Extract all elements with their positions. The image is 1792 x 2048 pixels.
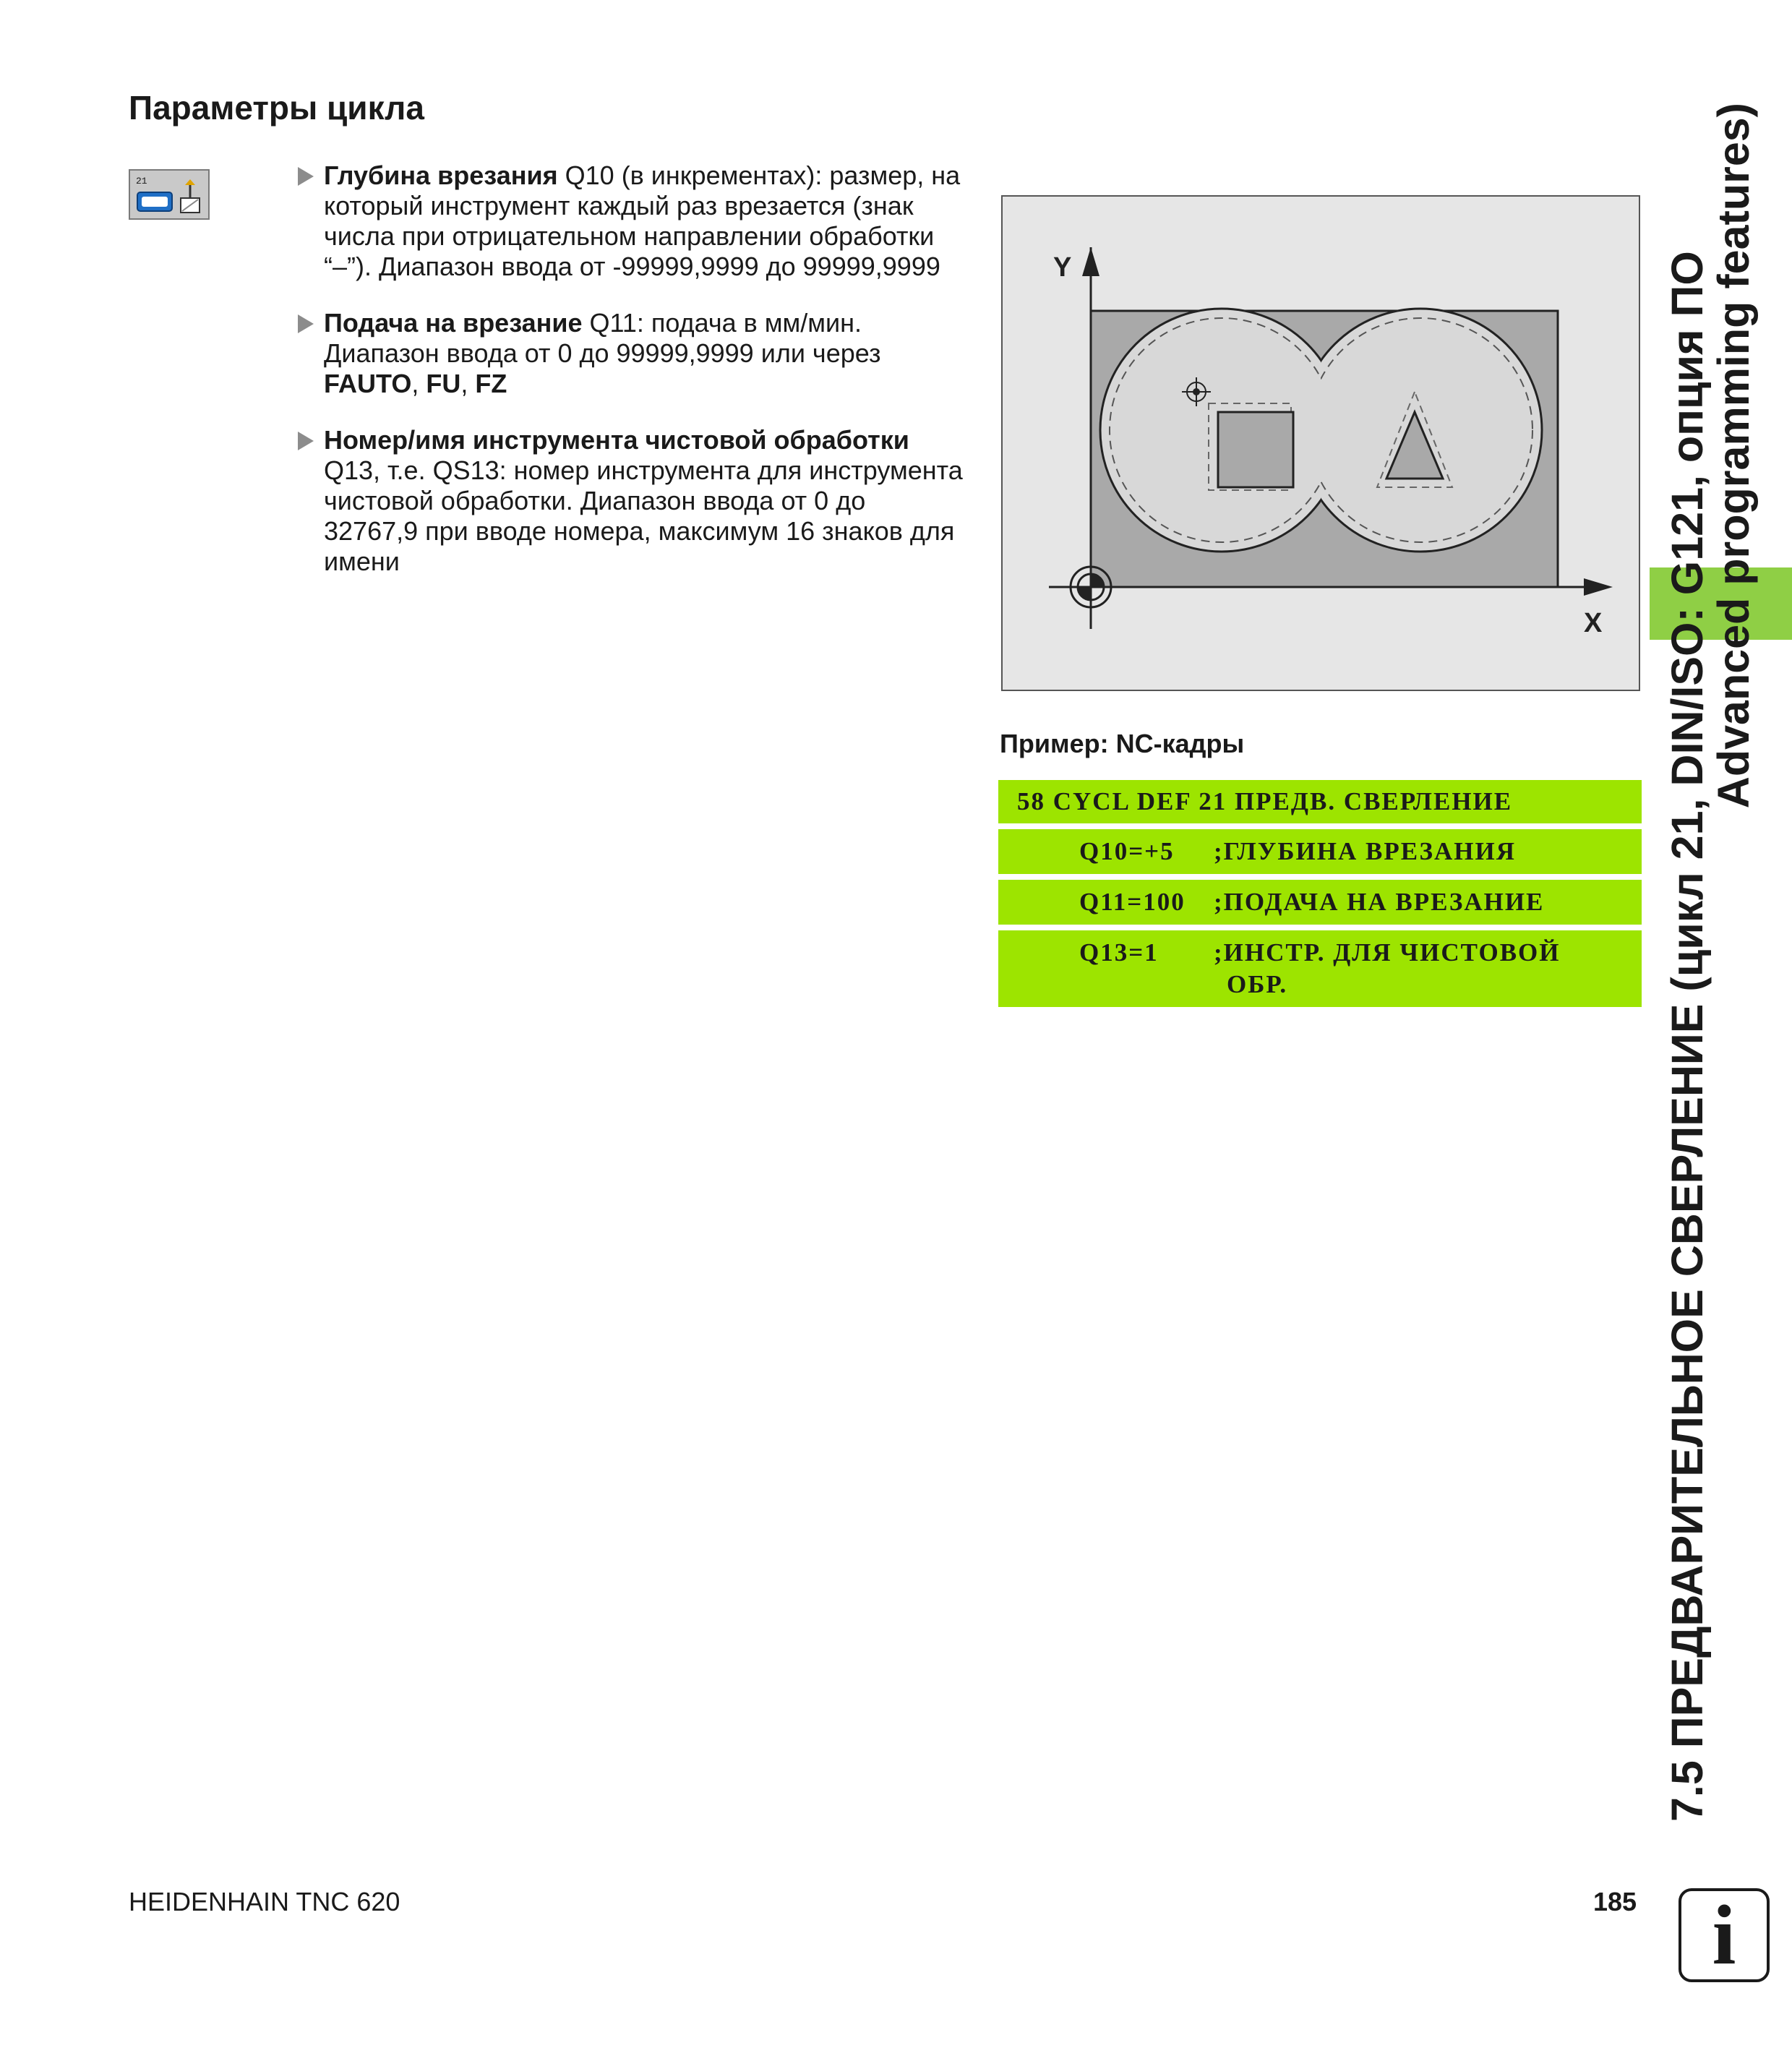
footer-product: HEIDENHAIN TNC 620 xyxy=(129,1887,400,1916)
info-icon: i xyxy=(1679,1888,1770,1982)
nc-parameter: Q10=+5 xyxy=(1079,837,1175,865)
nc-comment: ;ГЛУБИНА ВРЕЗАНИЯ xyxy=(1214,837,1516,865)
param-description: Q10 (в инкрементах): размер, на который инструмент каждый раз врезается (знак числа при отрицательном направлении обработки “–”). Диапазон ввода от -99999,9999 до 99999,9999 xyxy=(324,160,961,281)
nc-line xyxy=(998,880,1642,925)
machining-diagram xyxy=(1001,195,1640,691)
separator: , xyxy=(411,369,426,398)
chapter-title-line: 7.5 ПРЕДВАРИТЕЛЬНОЕ СВЕРЛЕНИЕ (цикл 21, DIN/ISO: G121, опция ПО xyxy=(1663,251,1712,1822)
param-option: FAUTO xyxy=(324,369,412,398)
nc-line xyxy=(998,829,1642,874)
chapter-title-line: Advanced programming features) xyxy=(1709,103,1758,809)
pilot-drilling-cycle-icon xyxy=(129,169,210,220)
nc-comment xyxy=(1214,937,1642,1001)
param-description: Q13, т.е. QS13: номер инструмента для инструмента чистовой обработки. Диапазон ввода от 0 до 32767,9 при вводе номера, максимум 16 знаков для имени xyxy=(324,455,963,576)
bullet-arrow-icon xyxy=(298,167,314,186)
example-title: Пример: NC-кадры xyxy=(1000,729,1245,758)
separator: , xyxy=(460,369,476,398)
param-plunging-depth xyxy=(298,160,963,282)
nc-parameter: Q11=100 xyxy=(1079,888,1186,916)
param-option: FU xyxy=(426,369,461,398)
x-axis-label: X xyxy=(1584,608,1603,638)
bullet-arrow-icon xyxy=(298,432,314,450)
param-finishing-tool xyxy=(298,425,963,577)
param-name: Глубина врезания xyxy=(324,160,558,190)
param-name: Подача на врезание xyxy=(324,308,583,338)
nc-cycle-def: 58 CYCL DEF 21 ПРЕДВ. СВЕРЛЕНИЕ xyxy=(1017,787,1513,815)
param-option: FZ xyxy=(475,369,507,398)
nc-comment-line: ;ИНСТР. ДЛЯ ЧИСТОВОЙ xyxy=(1214,938,1561,967)
param-description: Q11: подача в мм/мин. Диапазон ввода от 0 до 99999,9999 или через xyxy=(324,308,881,368)
cycle-icon-number: 21 xyxy=(136,176,147,187)
bullet-arrow-icon xyxy=(298,314,314,333)
nc-program-block xyxy=(998,780,1642,1013)
page-number: 185 xyxy=(1593,1887,1637,1916)
param-name: Номер/имя инструмента чистовой обработки xyxy=(324,425,909,455)
page-heading: Параметры цикла xyxy=(129,89,424,127)
nc-comment: ;ПОДАЧА НА ВРЕЗАНИЕ xyxy=(1214,888,1545,916)
island-square xyxy=(1218,412,1293,487)
parameter-list xyxy=(298,160,963,603)
param-feed-rate-plunging xyxy=(298,308,963,399)
chapter-side-title xyxy=(1652,94,1768,1822)
y-axis-label: Y xyxy=(1053,252,1072,283)
nc-parameter: Q13=1 xyxy=(1079,938,1159,967)
nc-line xyxy=(998,930,1642,1007)
nc-line xyxy=(998,780,1642,823)
nc-comment-line: ОБР. xyxy=(1227,970,1288,998)
